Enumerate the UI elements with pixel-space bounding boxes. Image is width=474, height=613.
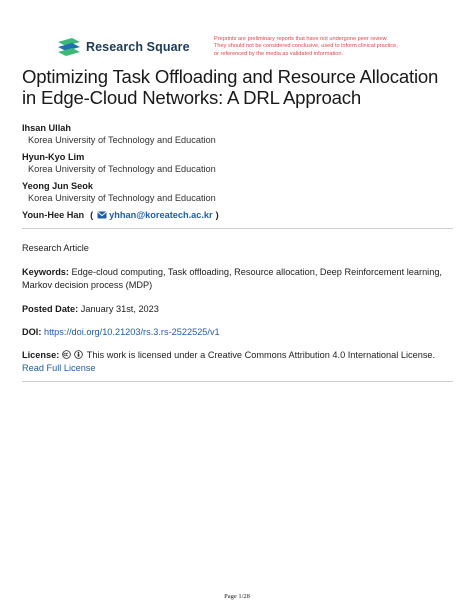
license-label: License: — [22, 350, 60, 360]
author-name: Youn-Hee Han — [22, 210, 85, 220]
disclaimer-line: or referenced by the media as validated information. — [214, 50, 344, 57]
article-type-text: Research Article — [22, 243, 89, 253]
posted-date-label: Posted Date: — [22, 304, 79, 314]
research-square-logo[interactable] — [58, 37, 190, 57]
paren-open: ( — [90, 210, 94, 220]
keywords — [22, 266, 454, 291]
author-affiliation: Korea University of Technology and Education — [28, 193, 216, 203]
author-affiliation: Korea University of Technology and Education — [28, 135, 216, 145]
read-full-license-link[interactable]: Read Full License — [22, 362, 96, 373]
author-name: Hyun-Kyo Lim — [22, 152, 85, 162]
preprint-disclaimer — [214, 36, 454, 58]
keywords-text: Markov decision process (MDP) — [22, 279, 153, 290]
posted-date — [22, 303, 454, 316]
doi-label: DOI: — [22, 327, 42, 337]
envelope-icon — [97, 211, 107, 219]
author-name: Ihsan Ullah — [22, 123, 72, 133]
author-affiliation: Korea University of Technology and Education — [28, 164, 216, 174]
paren-close: ) — [215, 210, 219, 220]
author-list — [22, 122, 462, 221]
attribution-icon — [74, 350, 83, 359]
author-entry — [22, 122, 462, 146]
author-entry — [22, 151, 462, 175]
research-square-logo-icon — [58, 38, 80, 56]
title-line: Optimizing Task Offloading and Resource Allocation — [22, 66, 439, 87]
doi — [22, 326, 454, 339]
title-line: in Edge-Cloud Networks: A DRL Approach — [22, 87, 361, 108]
logo-text: Research Square — [86, 40, 190, 54]
article-type — [22, 242, 454, 255]
doi-link[interactable]: https://doi.org/10.21203/rs.3.rs-2522525/v1 — [43, 327, 220, 337]
keywords-text: Edge-cloud computing, Task offloading, Resource allocation, Deep Reinforcement learning, — [71, 267, 442, 277]
license — [22, 349, 454, 374]
disclaimer-line: Preprints are preliminary reports that have not undergone peer review. — [214, 36, 388, 42]
author-email-link[interactable]: yhhan@koreatech.ac.kr — [109, 210, 213, 220]
page-number: Page 1/28 — [224, 593, 250, 600]
divider — [22, 228, 453, 229]
author-entry — [22, 180, 462, 204]
paper-title — [22, 66, 462, 108]
posted-date-value: January 31st, 2023 — [80, 304, 159, 314]
disclaimer-line: They should not be considered conclusive, used to inform clinical practice, — [214, 43, 398, 50]
keywords-label: Keywords: — [22, 267, 69, 277]
license-text: This work is licensed under a Creative Commons Attribution 4.0 International License. — [86, 350, 436, 360]
corresponding-author — [22, 209, 462, 221]
author-name: Yeong Jun Seok — [22, 181, 93, 191]
divider — [22, 381, 453, 382]
creative-commons-icon — [62, 350, 71, 359]
